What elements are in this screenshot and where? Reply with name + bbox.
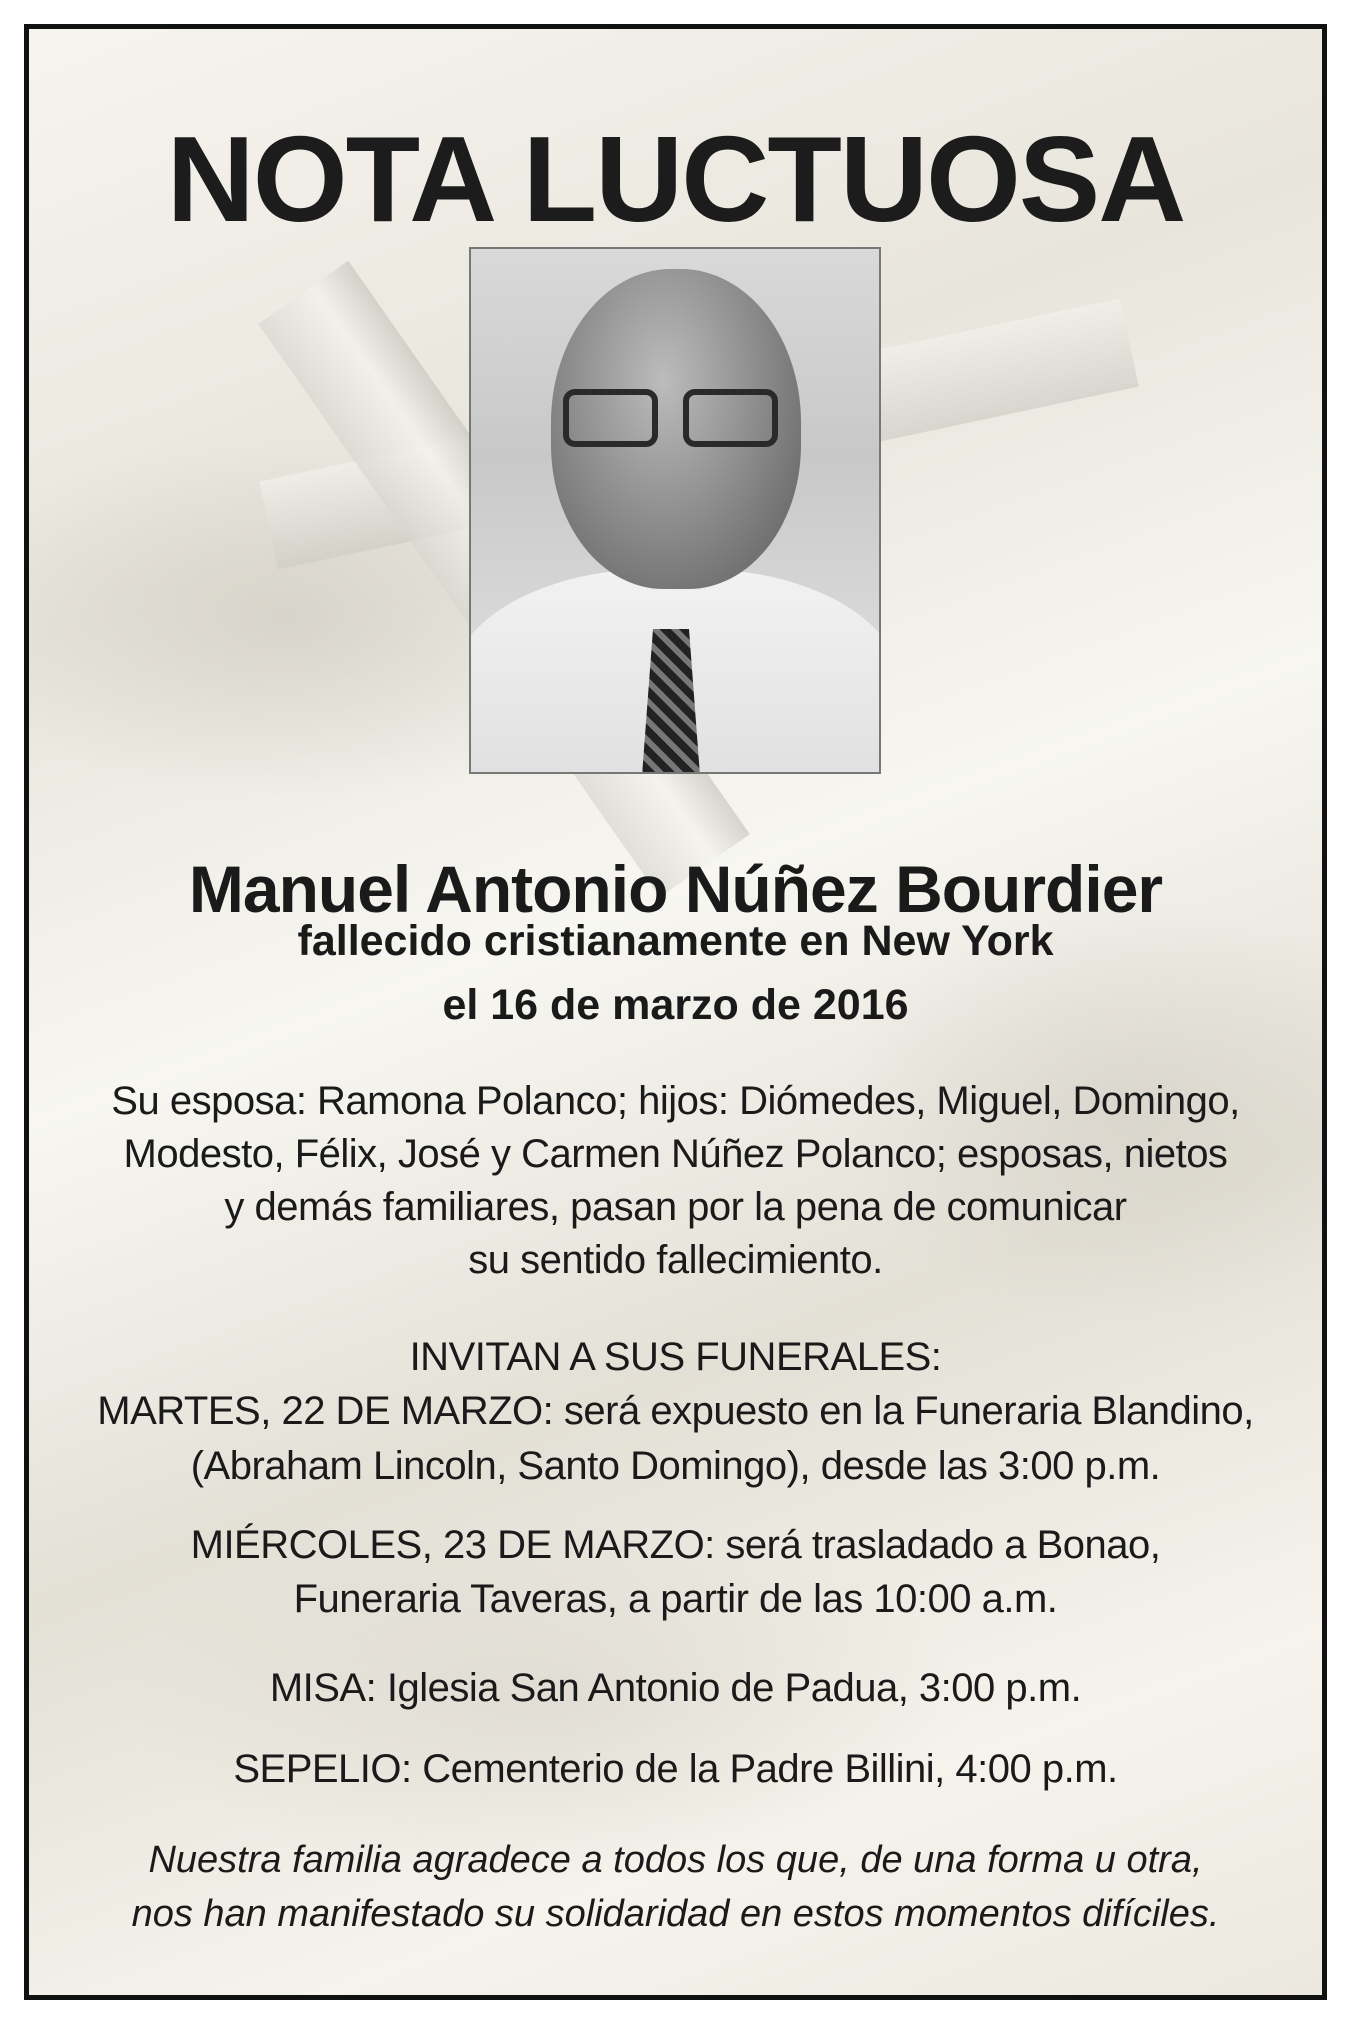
subtitle-line-1: fallecido cristianamente en New York bbox=[297, 917, 1054, 965]
wednesday-line-1: MIÉRCOLES, 23 DE MARZO: será trasladado a Bonao, bbox=[190, 1523, 1161, 1567]
portrait-photo bbox=[469, 247, 881, 774]
thanks-line-1: Nuestra familia agradece a todos los que, de una forma u otra, bbox=[148, 1839, 1203, 1881]
obituary-card bbox=[24, 24, 1327, 2000]
deceased-name: Manuel Antonio Núñez Bourdier bbox=[188, 852, 1163, 926]
subtitle-line-2: el 16 de marzo de 2016 bbox=[442, 981, 909, 1029]
family-line-4: su sentido fallecimiento. bbox=[468, 1238, 883, 1282]
family-line-1: Su esposa: Ramona Polanco; hijos: Diómedes, Miguel, Domingo, bbox=[111, 1079, 1240, 1123]
family-line-2: Modesto, Félix, José y Carmen Núñez Polanco; esposas, nietos bbox=[123, 1132, 1228, 1176]
tuesday-line-2: (Abraham Lincoln, Santo Domingo), desde las 3:00 p.m. bbox=[190, 1444, 1161, 1488]
tuesday-line-1: MARTES, 22 DE MARZO: será expuesto en la Funeraria Blandino, bbox=[97, 1389, 1254, 1433]
mass-line: MISA: Iglesia San Antonio de Padua, 3:00 p.m. bbox=[269, 1666, 1082, 1710]
funerals-heading: INVITAN A SUS FUNERALES: bbox=[409, 1335, 942, 1379]
wednesday-line-2: Funeraria Taveras, a partir de las 10:00 a.m. bbox=[293, 1577, 1058, 1621]
photo-glasses bbox=[563, 389, 793, 449]
page-title: NOTA LUCTUOSA bbox=[166, 111, 1185, 247]
thanks-line-2: nos han manifestado su solidaridad en estos momentos difíciles. bbox=[131, 1893, 1220, 1935]
burial-line: SEPELIO: Cementerio de la Padre Billini, 4:00 p.m. bbox=[233, 1747, 1118, 1791]
family-line-3: y demás familiares, pasan por la pena de comunicar bbox=[224, 1185, 1127, 1229]
